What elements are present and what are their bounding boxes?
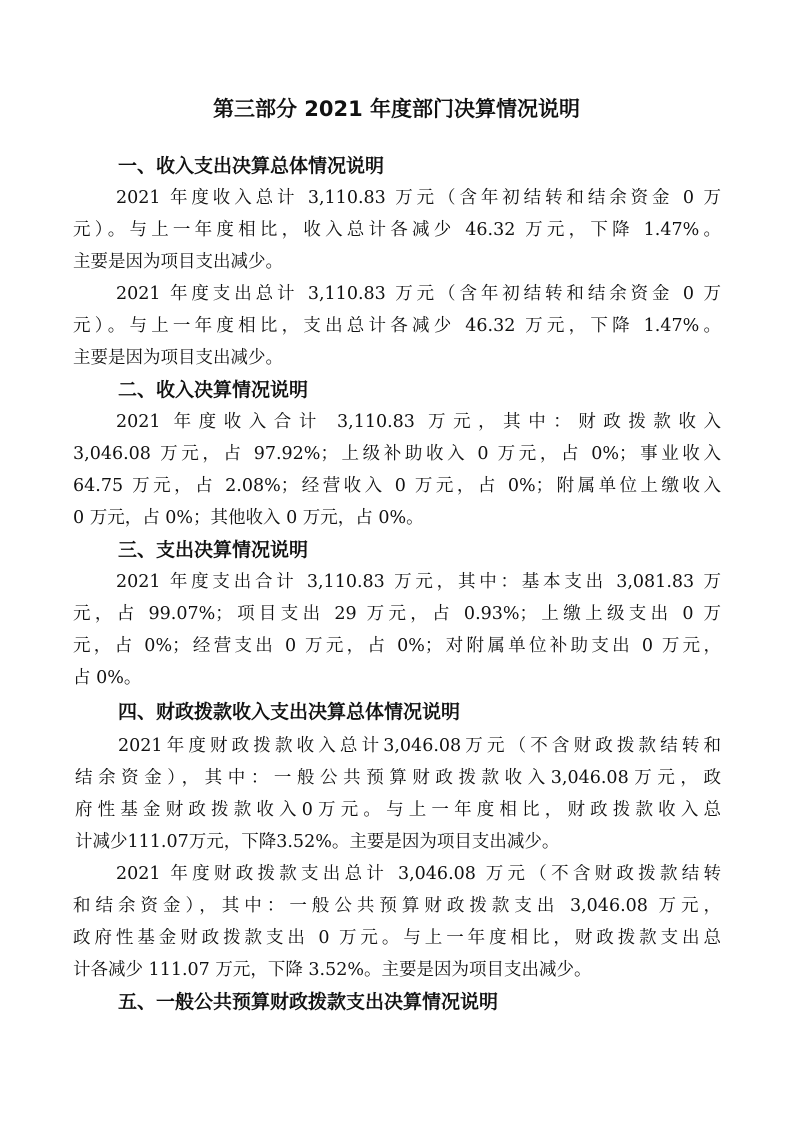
paragraph-line: 2021 年度收入合计 3,110.83 万元，其中：财政拨款收入 (116, 412, 721, 432)
paragraph-line: 64.75 万元，占 2.08%；经营收入 0 万元，占 0%；附属单位上缴收入 (73, 476, 721, 496)
section-heading-1: 一、收入支出决算总体情况说明 (118, 155, 385, 177)
paragraph-line: 3,046.08 万元，占 97.92%；上级补助收入 0 万元，占 0%；事业收入 (73, 444, 721, 464)
paragraph-line: 和结余资金），其中：一般公共预算财政拨款支出 3,046.08 万元， (73, 896, 721, 916)
paragraph-line: 结余资金），其中：一般公共预算财政拨款收入3,046.08万元，政 (75, 768, 721, 788)
paragraph-line: 2021 年度支出合计 3,110.83 万元，其中：基本支出 3,081.83 万 (116, 572, 721, 592)
paragraph-line: 2021 年度收入总计 3,110.83 万元（含年初结转和结余资金 0 万 (116, 188, 721, 208)
paragraph-line: 元）。与上一年度相比，收入总计各减少 46.32 万元，下降 1.47%。 (73, 220, 721, 240)
paragraph-line: 0 万元，占 0%；其他收入 0 万元，占 0%。 (73, 508, 424, 528)
page-title: 第三部分 2021 年度部门决算情况说明 (212, 97, 581, 121)
paragraph-line: 2021年度财政拨款收入总计3,046.08万元（不含财政拨款结转和 (118, 736, 721, 756)
paragraph-line: 占 0%。 (73, 668, 142, 688)
section-heading-3: 三、支出决算情况说明 (118, 539, 309, 561)
section-heading-4: 四、财政拨款收入支出决算总体情况说明 (118, 701, 461, 723)
section-heading-2: 二、收入决算情况说明 (118, 379, 309, 401)
paragraph-line: 政府性基金财政拨款支出 0 万元。与上一年度相比，财政拨款支出总 (73, 928, 721, 948)
section-heading-5: 五、一般公共预算财政拨款支出决算情况说明 (118, 991, 499, 1013)
paragraph-line: 2021 年度支出总计 3,110.83 万元（含年初结转和结余资金 0 万 (116, 284, 721, 304)
paragraph-line: 主要是因为项目支出减少。 (73, 252, 283, 272)
paragraph-line: 府性基金财政拨款收入0万元。与上一年度相比，财政拨款收入总 (75, 800, 721, 820)
paragraph-line: 元）。与上一年度相比，支出总计各减少 46.32 万元，下降 1.47%。 (73, 316, 721, 336)
paragraph-line: 2021 年度财政拨款支出总计 3,046.08 万元（不含财政拨款结转 (116, 864, 721, 884)
paragraph-line: 元，占 99.07%；项目支出 29 万元，占 0.93%；上缴上级支出 0 万 (73, 604, 721, 624)
paragraph-line: 元，占 0%；经营支出 0 万元，占 0%；对附属单位补助支出 0 万元， (73, 636, 721, 656)
paragraph-line: 主要是因为项目支出减少。 (73, 348, 283, 368)
paragraph-line: 计各减少 111.07 万元，下降 3.52%。主要是因为项目支出减少。 (73, 960, 592, 980)
paragraph-line: 计减少111.07万元，下降3.52%。主要是因为项目支出减少。 (75, 832, 560, 852)
